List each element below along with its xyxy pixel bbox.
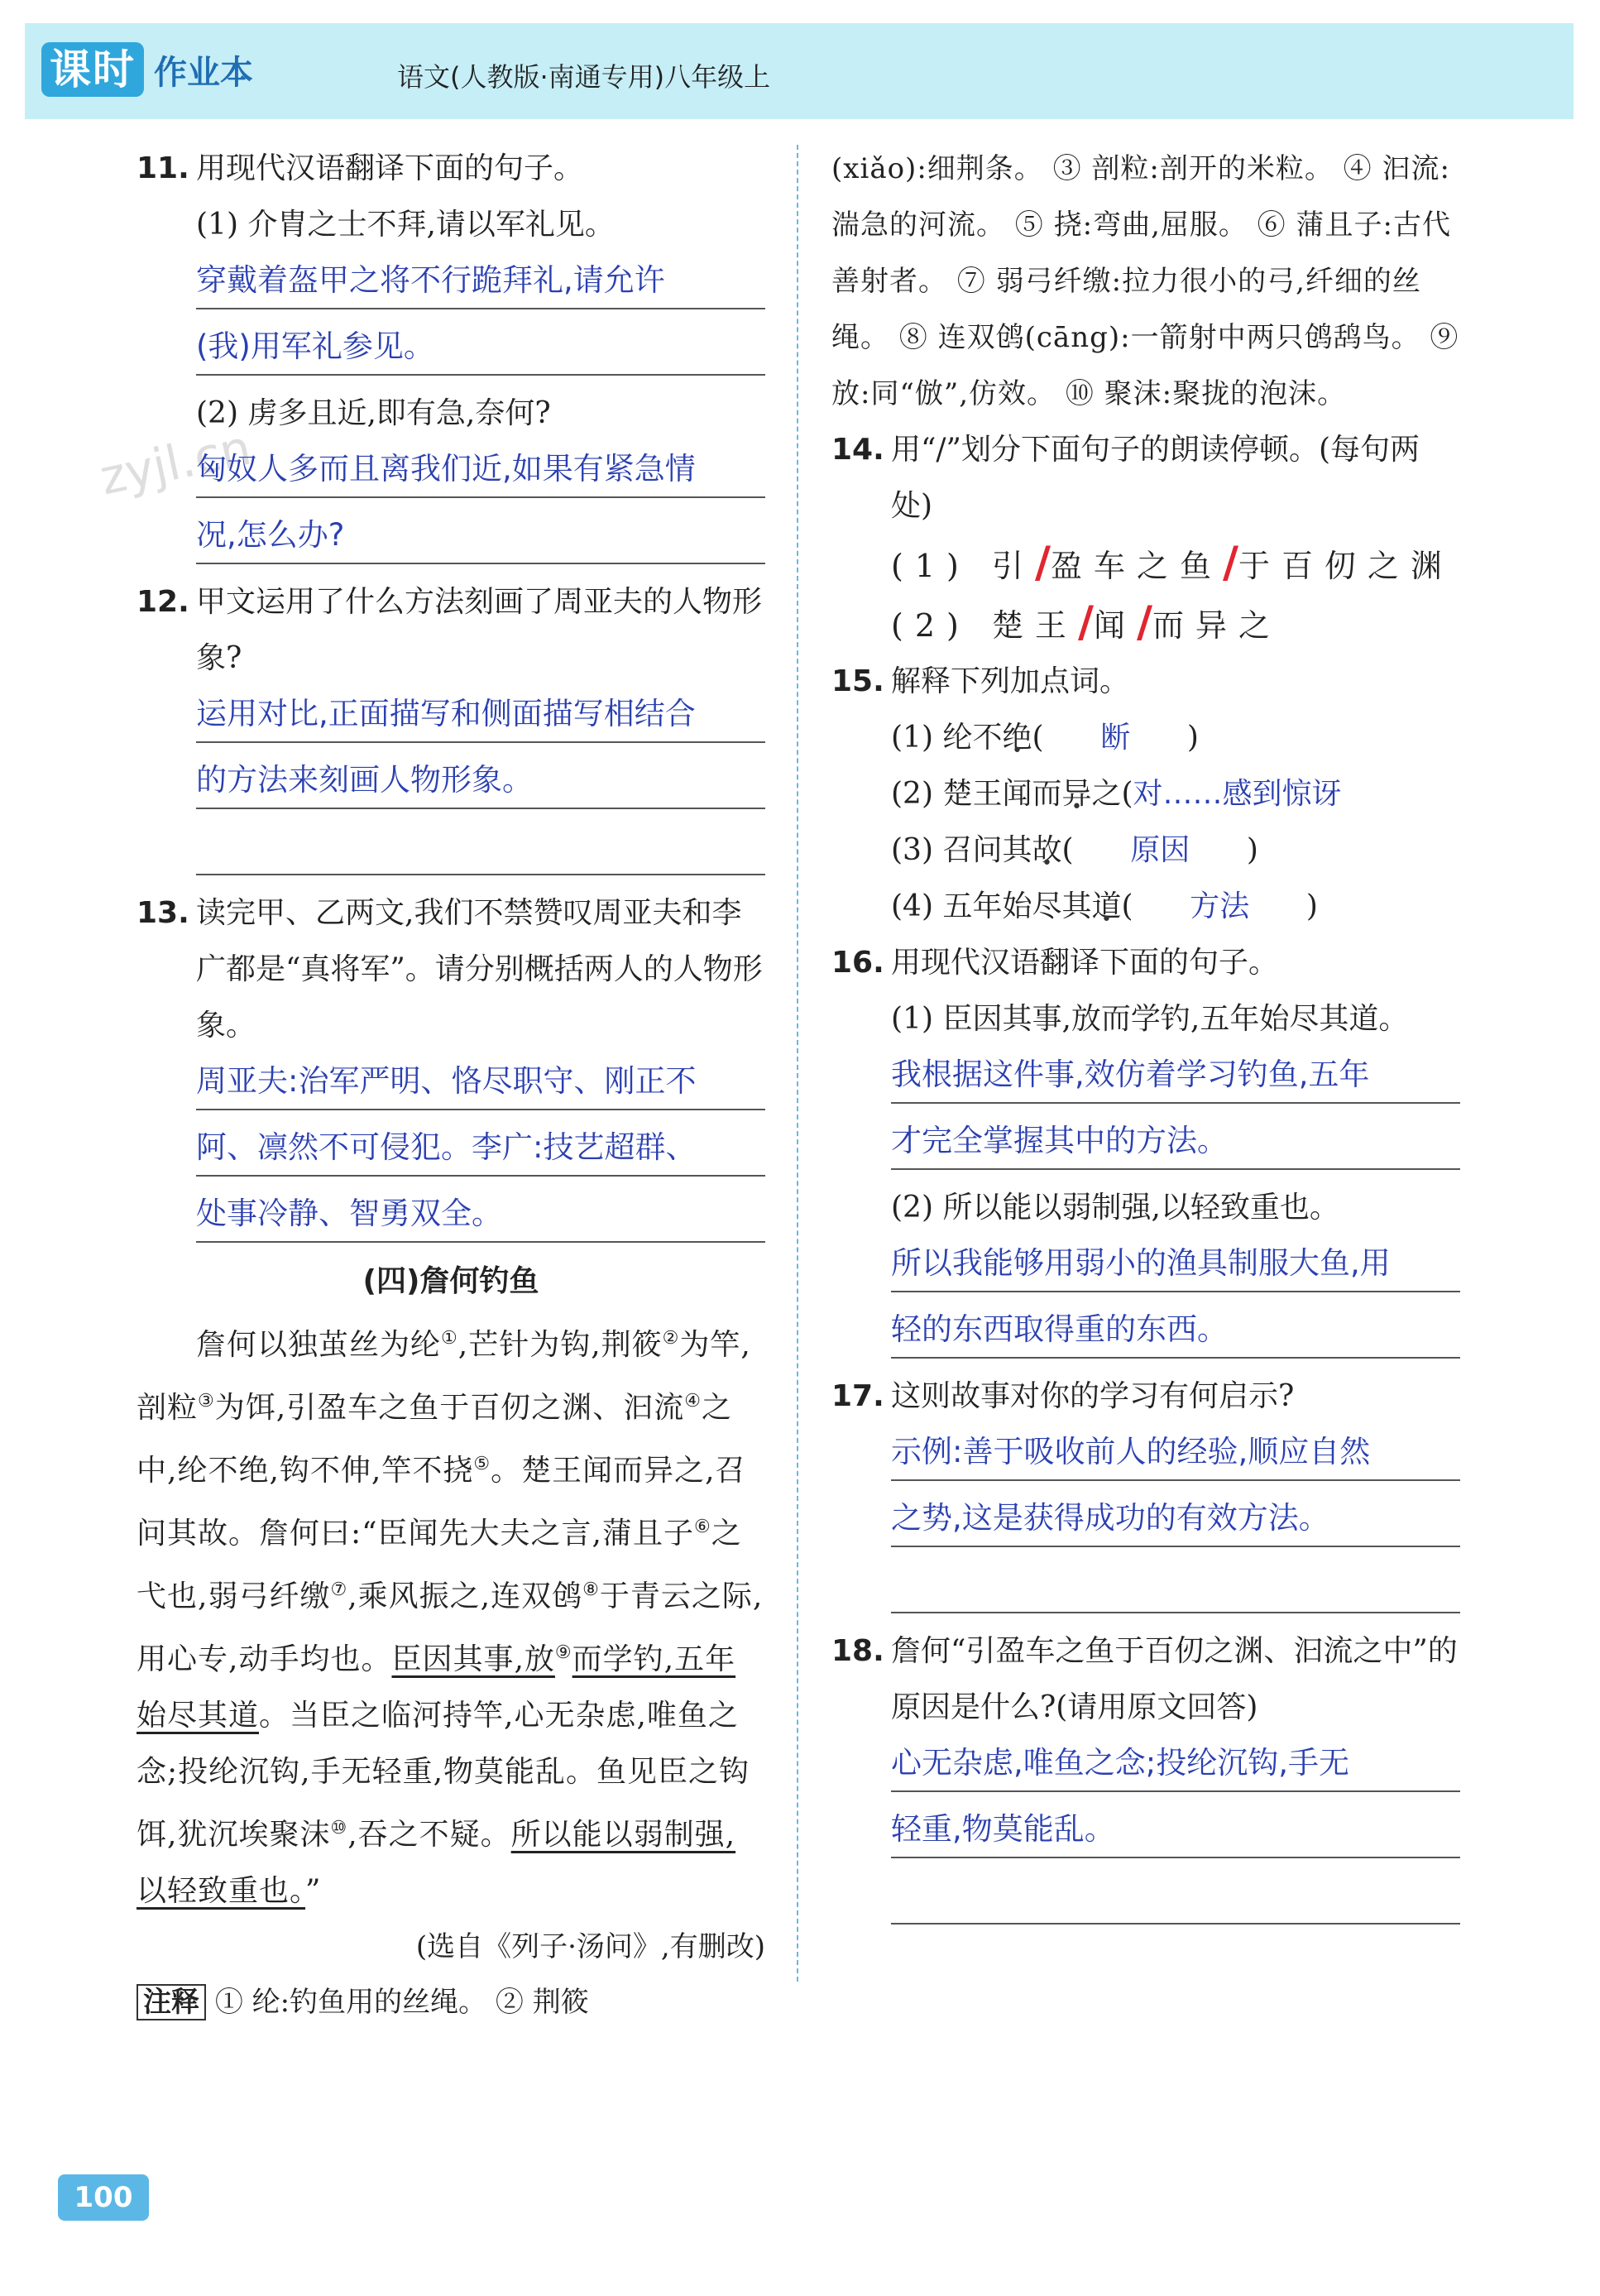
note xyxy=(137,1974,765,2030)
sub-question: (1) 臣因其事,放而学钓,五年始尽其道。 xyxy=(891,1002,1409,1036)
logo xyxy=(41,40,253,99)
passage-text: 詹何以独茧丝为纶①,芒针为钩,荆筱②为竿,剖粒③为饵,引盈车之鱼于百仞之渊、汩流④之中,纶不绝,钩不伸,竿不挠⑤。楚王闻而异之,召问其故。詹何曰:“臣闻先大夫之言,蒲且子⑥之弋也,弱弓纤缴⑦,乘风振之,连双鸧⑧于青云之际,用心专,动手均也。臣因其事,放⑨而学钓,五年始尽其道。当臣之临河持竿,心无杂虑,唯鱼之念;投纶沉钩,手无轻重,物莫能乱。鱼见臣之钩饵,犹沉埃聚沫⑩,吞之不疑。所以能以弱制强,以轻致重也。” xyxy=(137,1328,764,1908)
question-number: 13. xyxy=(137,896,189,930)
pause-slash: / xyxy=(1222,538,1238,587)
question-number: 16. xyxy=(831,946,884,980)
answer-line: 才完全掌握其中的方法。 xyxy=(891,1114,1460,1170)
answer-line: 穿戴着盔甲之将不行跪拜礼,请允许 xyxy=(196,253,765,309)
pause-slash: / xyxy=(1077,597,1094,647)
left-column xyxy=(137,141,765,2030)
question-stem: 甲文运用了什么方法刻画了周亚夫的人物形象? xyxy=(196,585,763,675)
word-item: (2) 楚王闻而异之(对……感到惊讶 xyxy=(891,777,1342,811)
question-18 xyxy=(831,1623,1460,1736)
note-text: ① 纶:钓鱼用的丝绳。 ② 荆筱 xyxy=(214,1986,589,2019)
question-16 xyxy=(831,935,1460,991)
sub-question: (1) 介胄之士不拜,请以军礼见。 xyxy=(196,208,615,242)
sub-question: (2) 所以能以弱制强,以轻致重也。 xyxy=(891,1191,1339,1225)
logo-sub: 作业本 xyxy=(154,53,253,92)
question-stem: 解释下列加点词。 xyxy=(891,664,1130,698)
note-label: 注释 xyxy=(137,1984,206,2020)
word-item: (3) 召问其故( 原因 ) xyxy=(891,833,1258,867)
answer-line: 周亚夫:治军严明、恪尽职守、刚正不 xyxy=(196,1054,765,1110)
question-number: 15. xyxy=(831,664,884,698)
right-column xyxy=(831,141,1460,1934)
answer-line: 示例:善于吸收前人的经验,顺应自然 xyxy=(891,1425,1460,1481)
subject-title: 语文(人教版·南通专用)八年级上 xyxy=(397,61,771,93)
answer-blank-line xyxy=(196,819,765,875)
answer-block xyxy=(137,1054,765,1243)
question-11 xyxy=(137,141,765,197)
answer-line: (我)用军礼参见。 xyxy=(196,319,765,376)
question-number: 14. xyxy=(831,433,884,467)
page-header xyxy=(25,23,1574,119)
question-stem: 用现代汉语翻译下面的句子。 xyxy=(891,946,1279,980)
logo-main: 课时 xyxy=(41,42,144,97)
answer-line: 运用对比,正面描写和侧面描写相结合 xyxy=(196,687,765,743)
answer-line: 匈奴人多而且离我们近,如果有紧急情 xyxy=(196,442,765,498)
column-divider xyxy=(797,145,798,1982)
answer-line: 处事冷静、智勇双全。 xyxy=(196,1186,765,1243)
answer-block xyxy=(137,253,765,376)
answer-block xyxy=(831,1236,1460,1359)
question-12 xyxy=(137,574,765,687)
answer-line: 所以我能够用弱小的渔具制服大鱼,用 xyxy=(891,1236,1460,1292)
answer-block xyxy=(137,687,765,875)
question-stem: 用现代汉语翻译下面的句子。 xyxy=(196,151,584,185)
question-stem: 这则故事对你的学习有何启示? xyxy=(891,1379,1295,1413)
answer-blank-line xyxy=(891,1557,1460,1613)
answer-line: 况,怎么办? xyxy=(196,508,765,564)
note-continued: (xiǎo):细荆条。 ③ 剖粒:剖开的米粒。 ④ 汩流:湍急的河流。 ⑤ 挠:弯曲,屈服。 ⑥ 蒲且子:古代善射者。 ⑦ 弱弓纤缴:拉力很小的弓,纤细的丝绳。 ⑧ 连双鸧(cāng):一箭射中两只鸧鸹鸟。 ⑨ 放:同“倣”,仿效。 ⑩ 聚沫:聚拢的泡沫。 xyxy=(831,152,1459,410)
answer-line: 轻的东西取得重的东西。 xyxy=(891,1302,1460,1359)
answer-block xyxy=(831,1425,1460,1613)
answer-block xyxy=(137,442,765,564)
answer-line: 之势,这是获得成功的有效方法。 xyxy=(891,1491,1460,1547)
word-item: (4) 五年始尽其道( 方法 ) xyxy=(891,889,1318,923)
question-number: 18. xyxy=(831,1634,884,1668)
sub-question: (2) 虏多且近,即有急,奈何? xyxy=(196,396,551,430)
question-13 xyxy=(137,885,765,1054)
question-15 xyxy=(831,654,1460,710)
pause-sentence-2: (2) 楚王/闻/而异之 xyxy=(891,597,1281,647)
answer-line: 轻重,物莫能乱。 xyxy=(891,1802,1460,1858)
question-stem: 詹何“引盈车之鱼于百仞之渊、汩流之中”的原因是什么?(请用原文回答) xyxy=(891,1634,1458,1724)
pause-slash: / xyxy=(1034,538,1051,587)
answer-line: 我根据这件事,效仿着学习钓鱼,五年 xyxy=(891,1047,1460,1104)
answer-blank-line xyxy=(891,1868,1460,1925)
question-number: 17. xyxy=(831,1379,884,1413)
answer-block xyxy=(831,1736,1460,1925)
question-stem: 用“/”划分下面句子的朗读停顿。(每句两处) xyxy=(891,433,1420,523)
question-number: 12. xyxy=(137,585,189,619)
answer-line: 心无杂虑,唯鱼之念;投纶沉钩,手无 xyxy=(891,1736,1460,1792)
pause-slash: / xyxy=(1136,597,1152,647)
passage-source: (选自《列子·汤问》,有删改) xyxy=(415,1930,765,1963)
passage-title: (四)詹何钓鱼 xyxy=(362,1264,539,1298)
answer-line: 阿、凛然不可侵犯。李广:技艺超群、 xyxy=(196,1120,765,1177)
question-number: 11. xyxy=(137,151,189,185)
question-17 xyxy=(831,1368,1460,1425)
question-14 xyxy=(831,422,1460,534)
watermark: zyjl.cn xyxy=(94,419,256,506)
page-number: 100 xyxy=(58,2174,149,2221)
answer-line: 的方法来刻画人物形象。 xyxy=(196,753,765,809)
question-stem: 读完甲、乙两文,我们不禁赞叹周亚夫和李广都是“真将军”。请分别概括两人的人物形象。 xyxy=(196,896,763,1043)
word-item: (1) 纶不绝( 断 ) xyxy=(891,721,1199,755)
answer-block xyxy=(831,1047,1460,1170)
pause-sentence-1: (1) 引/盈车之鱼/于百仞之渊 xyxy=(891,538,1454,587)
